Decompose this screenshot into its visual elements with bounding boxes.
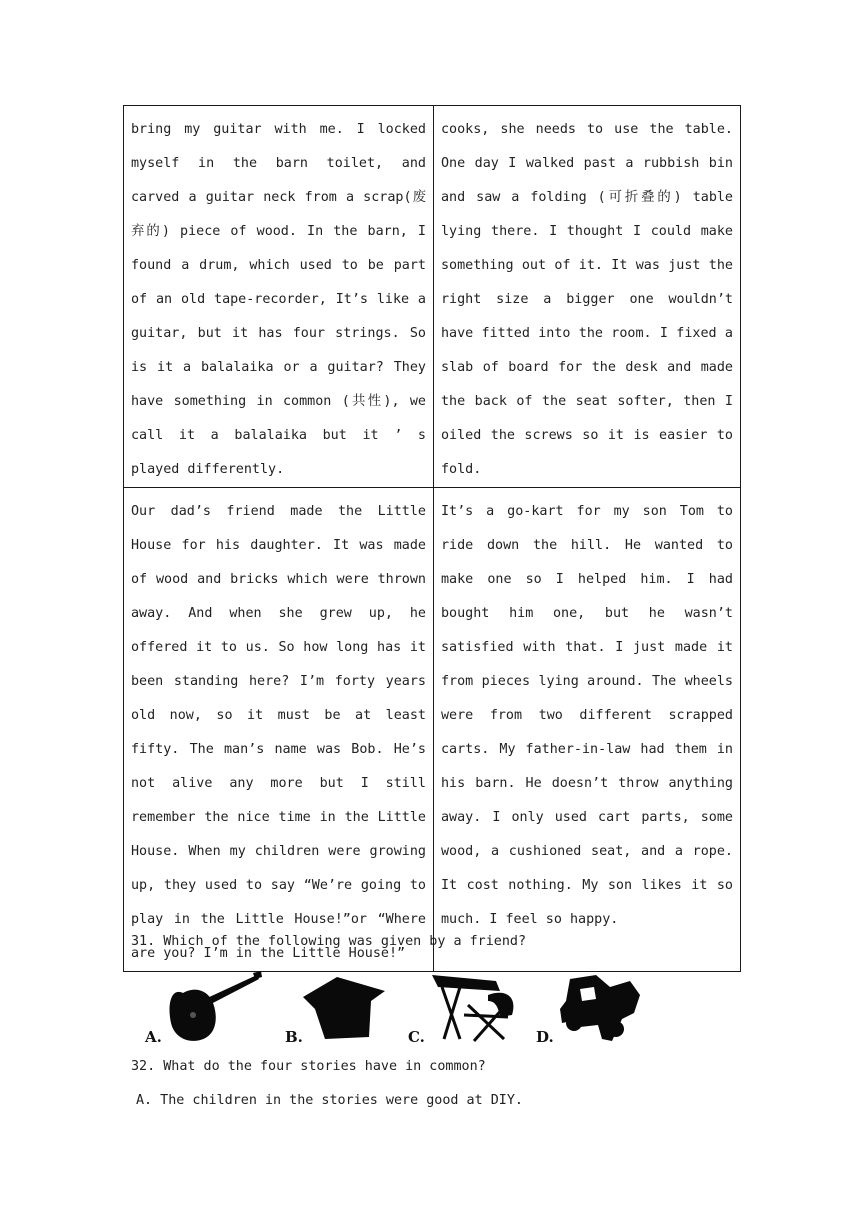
option-c-letter: C.	[408, 1028, 425, 1046]
folding-table-icon	[408, 965, 523, 1050]
question-32-text: 32. What do the four stories have in common?	[131, 1059, 486, 1074]
story-go-kart-cell: It’s a go-kart for my son Tom to ride down the hill. He wanted to make one so I helped him. I had bought him one, but he wasn’t satisfied with that. I just made it from pieces lying around. The wheels were from two different scrapped carts. My father-in-law had them in his barn. He doesn’t throw anything away. I only used cart parts, some wood, a cushioned seat, and a rope. It cost nothing. My son likes it so much. I feel so happy.	[434, 488, 741, 972]
story-balalaika-cell: bring my guitar with me. I locked myself in the barn toilet, and carved a guitar neck from a scrap(废弃的) piece of wood. In the barn, I found a drum, which used to be part of an old tape-recorder, It’s like a guitar, but it has four strings. So is it a balalaika or a guitar? They have something in common (共性), we call it a balalaika but it ’ s played differently.	[124, 106, 434, 488]
balalaika-icon	[145, 965, 265, 1050]
option-d-letter: D.	[536, 1028, 554, 1046]
table-row	[124, 106, 741, 488]
option-a-letter: A.	[145, 1028, 162, 1046]
option-b[interactable]	[285, 965, 395, 1050]
stories-table	[123, 105, 741, 972]
table-row	[124, 488, 741, 972]
question-31-text: 31. Which of the following was given by a friend?	[131, 934, 527, 949]
option-d[interactable]	[536, 965, 646, 1050]
option-a[interactable]	[145, 965, 265, 1050]
story-little-house-cell: Our dad’s friend made the Little House for his daughter. It was made of wood and bricks which were thrown away. And when she grew up, he offered it to us. So how long has it been standing here? I’m forty years old now, so it must be at least fifty. The man’s name was Bob. He’s not alive any more but I still remember the nice time in the Little House. When my children were growing up, they used to say “We’re going to play in the Little House!”or “Where are you? I’m in the Little House!”	[124, 488, 434, 972]
question-32-option-a: A. The children in the stories were good at DIY.	[136, 1093, 523, 1108]
story-folding-table-cell: cooks, she needs to use the table. One day I walked past a rubbish bin and saw a folding (可折叠的) table lying there. I thought I could make something out of it. It was just the right size a bigger one wouldn’t have fitted into the room. I fixed a slab of board for the desk and made the back of the seat softer, then I oiled the screws so it is easier to fold.	[434, 106, 741, 488]
option-c[interactable]	[408, 965, 523, 1050]
go-kart-icon	[536, 965, 646, 1050]
option-b-letter: B.	[285, 1028, 303, 1046]
little-house-icon	[285, 965, 395, 1050]
